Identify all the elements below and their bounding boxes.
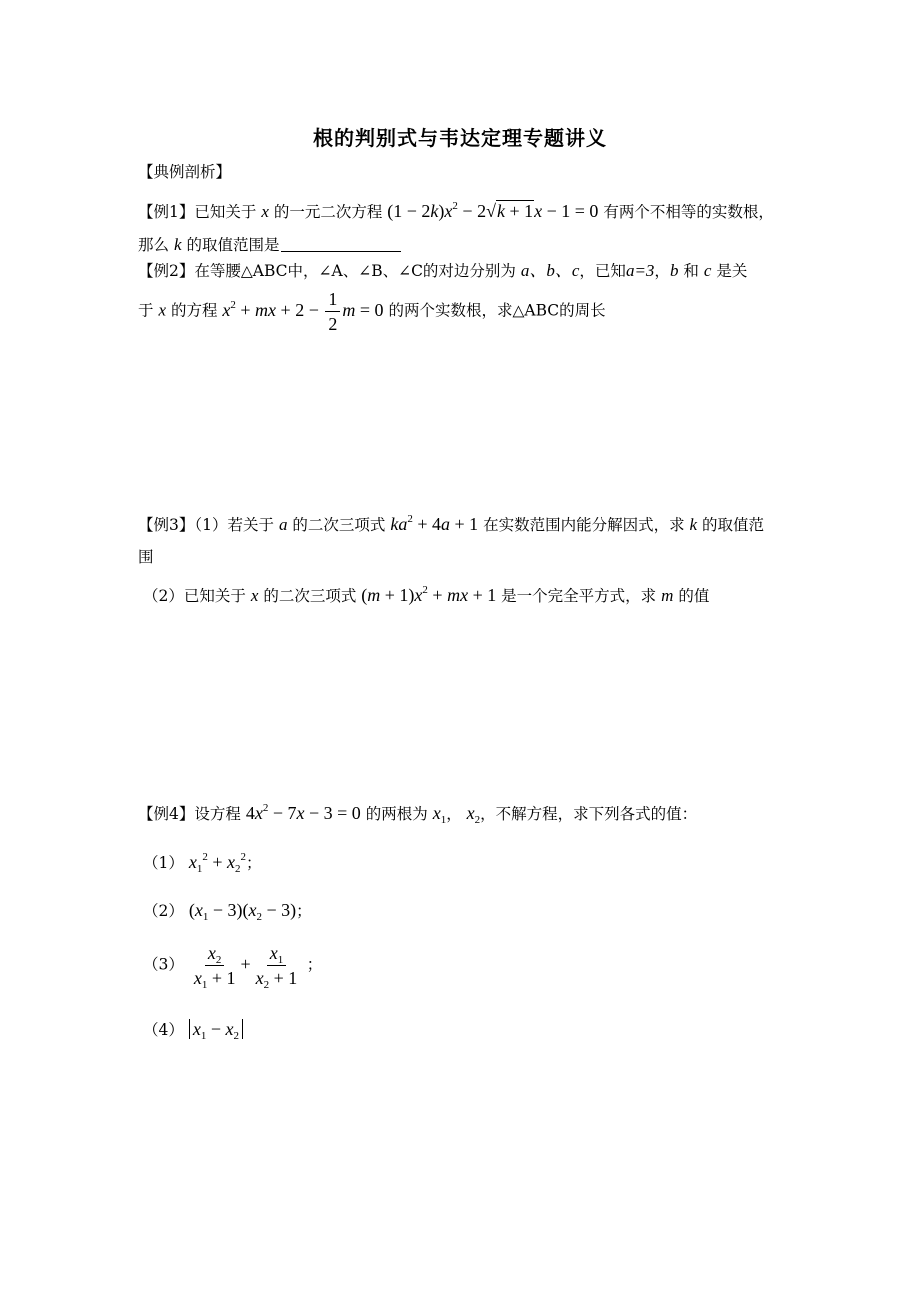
example-4-item-4: （4） $x_1 - x_2$ (143, 1017, 243, 1042)
example-3-line-1: 【例3】（1）若关于 a 的二次三项式 $ka^2 + 4a + 1$ 在实数范围内能分解因式，求 k 的取值范 (138, 513, 765, 534)
example-2-label: 【例2】 (138, 262, 195, 280)
section-heading: 【典例剖析】 (138, 163, 232, 181)
example-3-expression-1: $ka^2 + 4a + 1$ (390, 513, 479, 534)
example-4-item-1: （1） $x_1^2 + x_2^2$； (143, 851, 262, 875)
example-1-line-2: 那么 k 的取值范围是 (138, 233, 401, 257)
example-3-line-2: 围 (138, 548, 154, 566)
example-1-label: 【例1】 (138, 203, 195, 221)
example-4-equation: $4x^2 - 7x - 3 = 0$ (245, 802, 361, 823)
example-2-equation: $x^2$ + mx + 2 − $\frac{1}{2}$ m = 0 (222, 289, 384, 334)
example-4-item-2: （2） $(x_1 - 3)(x_2 - 3)$； (143, 900, 312, 923)
example-3-expression-2: $(m + 1)x^2$ + mx + 1 (361, 584, 497, 605)
example-4-label: 【例4】 (138, 805, 195, 823)
example-1-equation: $(1 - 2k)x^2 - 2√k + 1x - 1 = 0$ (387, 200, 599, 221)
answer-blank[interactable] (281, 233, 401, 252)
example-1-line-1: 【例1】已知关于 x 的一元二次方程 $(1 - 2k)x^2 - 2√k + 1x - 1 = 0$ 有两个不相等的实数根， (138, 200, 774, 221)
example-4-item-3: （3） $\frac{x_2}{x_1 + 1}$ + $\frac{x_1}{x_2 + 1}$ ； (143, 943, 323, 991)
example-2-line-2: 于 x 的方程 $x^2$ + mx + 2 − $\frac{1}{2}$ m = 0 的两个实数根，求△ABC的周长 (138, 289, 606, 334)
page-title: 根的判别式与韦达定理专题讲义 (313, 126, 607, 150)
example-3-label: 【例3】 (138, 516, 195, 534)
fraction: $\frac{1}{2}$ (325, 287, 340, 336)
example-4-line-1: 【例4】设方程 $4x^2 - 7x - 3 = 0$ 的两根为 $x_1$， $x_2$，不解方程，求下列各式的值： (138, 802, 698, 826)
example-3-line-3: （2）已知关于 x 的二次三项式 $(m + 1)x^2$ + mx + 1 是一个完全平方式，求 m 的值 (143, 584, 710, 605)
example-2-line-1: 【例2】在等腰△ABC中，∠A、∠B、∠C的对边分别为 a、b、c，已知a=3，b 和 c 是关 (138, 261, 748, 280)
